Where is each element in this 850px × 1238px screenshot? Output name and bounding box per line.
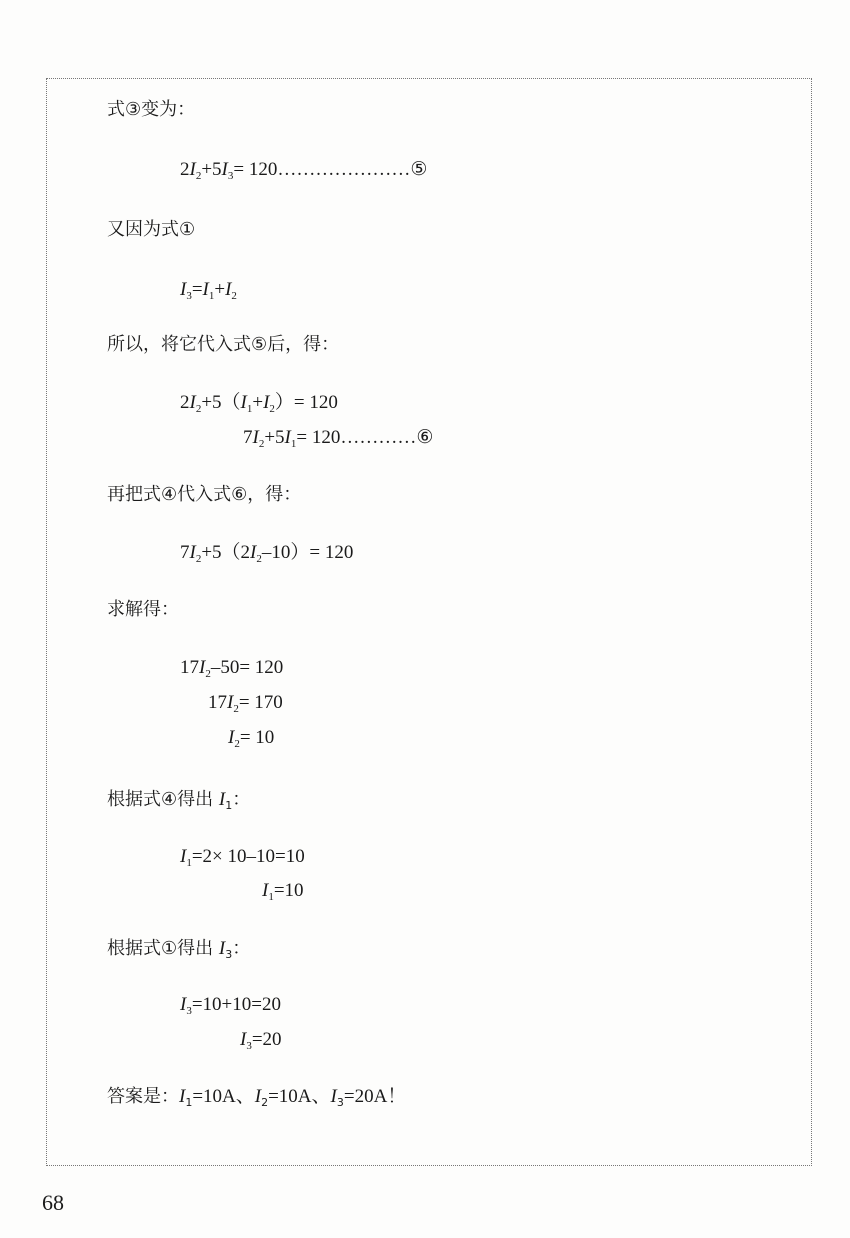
text-line: 求解得： — [107, 599, 179, 620]
equation-line: $I_3=20$ — [240, 1029, 282, 1052]
text-line: 又因为式① — [107, 219, 196, 240]
equation-line: $2I_2+5(I_1+I_2)= 120$ — [180, 392, 338, 415]
text-line: 式③变为： — [107, 99, 196, 120]
equation-line: $7I_2+5(2I_2-10)= 120$ — [180, 542, 354, 565]
equation-5: $2I_2+5I_3=$ 120…………………⑤ — [180, 159, 428, 182]
text-line: 根据式①得出 $I_3$： — [107, 938, 251, 961]
equation-6: $7I_2+5I_1=$ 120…………⑥ — [243, 427, 434, 450]
equation-line: $17I_2-50= 120$ — [180, 657, 284, 680]
equation-line: $I_2= 10$ — [228, 727, 275, 750]
equation-line: $I_3=10+10=20$ — [180, 994, 281, 1017]
page-number: 68 — [42, 1190, 64, 1215]
text-line: 根据式④得出 $I_1$： — [107, 789, 251, 812]
equation-line: $17I_2= 170$ — [208, 692, 283, 715]
equation-line: $I_1=10$ — [262, 880, 304, 903]
text-line: 所以，将它代入式⑤后，得： — [107, 334, 340, 355]
equation-1: $I_3=I_1+I_2$ — [180, 279, 237, 302]
equation-line: $I_1=2\times 10-10=10$ — [180, 846, 305, 869]
text-line: 再把式④代入式⑥，得： — [107, 484, 302, 505]
answer-line: 答案是：$I_1=10A$、$I_2=10A$、$I_3=20A$！ — [107, 1086, 407, 1109]
